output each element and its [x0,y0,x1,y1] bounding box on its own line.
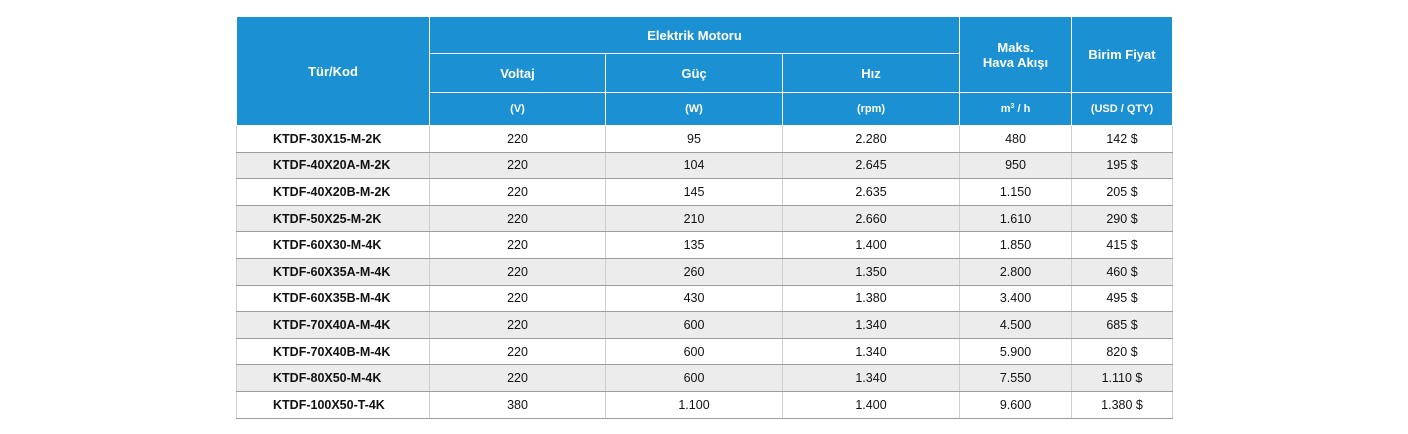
airflow-cell: 7.550 [960,365,1072,392]
voltage-cell: 380 [430,391,606,418]
table-row [237,205,1173,232]
voltage-header: Voltaj [430,54,606,93]
type-code-header: Tür/Kod [237,17,430,126]
power-cell: 95 [606,126,783,153]
product-code-cell: KTDF-50X25-M-2K [237,205,430,232]
voltage-cell: 220 [430,232,606,259]
unit-price-header: Birim Fiyat [1072,17,1173,93]
speed-cell: 1.340 [783,365,960,392]
table-row [237,338,1173,365]
airflow-unit [960,93,1072,126]
airflow-cell: 1.850 [960,232,1072,259]
airflow-cell: 950 [960,152,1072,179]
power-cell: 260 [606,258,783,285]
speed-cell: 1.400 [783,391,960,418]
airflow-cell: 4.500 [960,312,1072,339]
speed-cell: 1.380 [783,285,960,312]
table-row [237,126,1173,153]
price-cell: 820 $ [1072,338,1173,365]
speed-cell: 2.635 [783,179,960,206]
price-table-container [236,16,1172,419]
price-table [236,16,1173,419]
power-cell: 600 [606,338,783,365]
airflow-cell: 9.600 [960,391,1072,418]
power-cell: 135 [606,232,783,259]
speed-cell: 1.400 [783,232,960,259]
power-header: Güç [606,54,783,93]
airflow-cell: 1.150 [960,179,1072,206]
product-code-cell: KTDF-70X40B-M-4K [237,338,430,365]
voltage-cell: 220 [430,126,606,153]
table-row [237,285,1173,312]
product-code-cell: KTDF-100X50-T-4K [237,391,430,418]
max-airflow-header-line2: Hava Akışı [982,54,1049,70]
product-code-cell: KTDF-80X50-M-4K [237,365,430,392]
power-cell: 1.100 [606,391,783,418]
airflow-unit-rest: / h [1017,103,1031,115]
speed-cell: 1.350 [783,258,960,285]
product-code-cell: KTDF-30X15-M-2K [237,126,430,153]
price-cell: 142 $ [1072,126,1173,153]
price-cell: 1.110 $ [1072,365,1173,392]
voltage-cell: 220 [430,179,606,206]
speed-header: Hız [783,54,960,93]
table-row [237,365,1173,392]
power-cell: 600 [606,365,783,392]
airflow-unit-base: m [1000,103,1011,115]
table-row [237,258,1173,285]
table-row [237,179,1173,206]
max-airflow-header [960,17,1072,93]
speed-cell: 2.645 [783,152,960,179]
product-code-cell: KTDF-60X30-M-4K [237,232,430,259]
price-cell: 290 $ [1072,205,1173,232]
speed-cell: 2.660 [783,205,960,232]
power-cell: 430 [606,285,783,312]
power-cell: 145 [606,179,783,206]
speed-cell: 2.280 [783,126,960,153]
power-unit: (W) [606,93,783,126]
table-row [237,232,1173,259]
airflow-cell: 5.900 [960,338,1072,365]
max-airflow-header-line1: Maks. [997,39,1034,55]
price-cell: 495 $ [1072,285,1173,312]
speed-cell: 1.340 [783,312,960,339]
price-cell: 685 $ [1072,312,1173,339]
table-row [237,391,1173,418]
airflow-cell: 3.400 [960,285,1072,312]
voltage-cell: 220 [430,365,606,392]
power-cell: 600 [606,312,783,339]
price-cell: 195 $ [1072,152,1173,179]
product-code-cell: KTDF-60X35B-M-4K [237,285,430,312]
power-cell: 210 [606,205,783,232]
table-body [237,126,1173,419]
power-cell: 104 [606,152,783,179]
price-cell: 1.380 $ [1072,391,1173,418]
price-cell: 460 $ [1072,258,1173,285]
airflow-cell: 480 [960,126,1072,153]
voltage-cell: 220 [430,285,606,312]
price-unit: (USD / QTY) [1072,93,1173,126]
price-cell: 205 $ [1072,179,1173,206]
speed-cell: 1.340 [783,338,960,365]
product-code-cell: KTDF-40X20A-M-2K [237,152,430,179]
product-code-cell: KTDF-60X35A-M-4K [237,258,430,285]
product-code-cell: KTDF-70X40A-M-4K [237,312,430,339]
electric-motor-header: Elektrik Motoru [430,17,960,54]
table-row [237,312,1173,339]
voltage-cell: 220 [430,312,606,339]
airflow-cell: 2.800 [960,258,1072,285]
table-header [237,17,1173,126]
voltage-cell: 220 [430,152,606,179]
voltage-cell: 220 [430,205,606,232]
speed-unit: (rpm) [783,93,960,126]
voltage-cell: 220 [430,258,606,285]
airflow-cell: 1.610 [960,205,1072,232]
airflow-unit-exponent: 3 [1010,103,1015,110]
price-cell: 415 $ [1072,232,1173,259]
voltage-unit: (V) [430,93,606,126]
voltage-cell: 220 [430,338,606,365]
table-row [237,152,1173,179]
product-code-cell: KTDF-40X20B-M-2K [237,179,430,206]
